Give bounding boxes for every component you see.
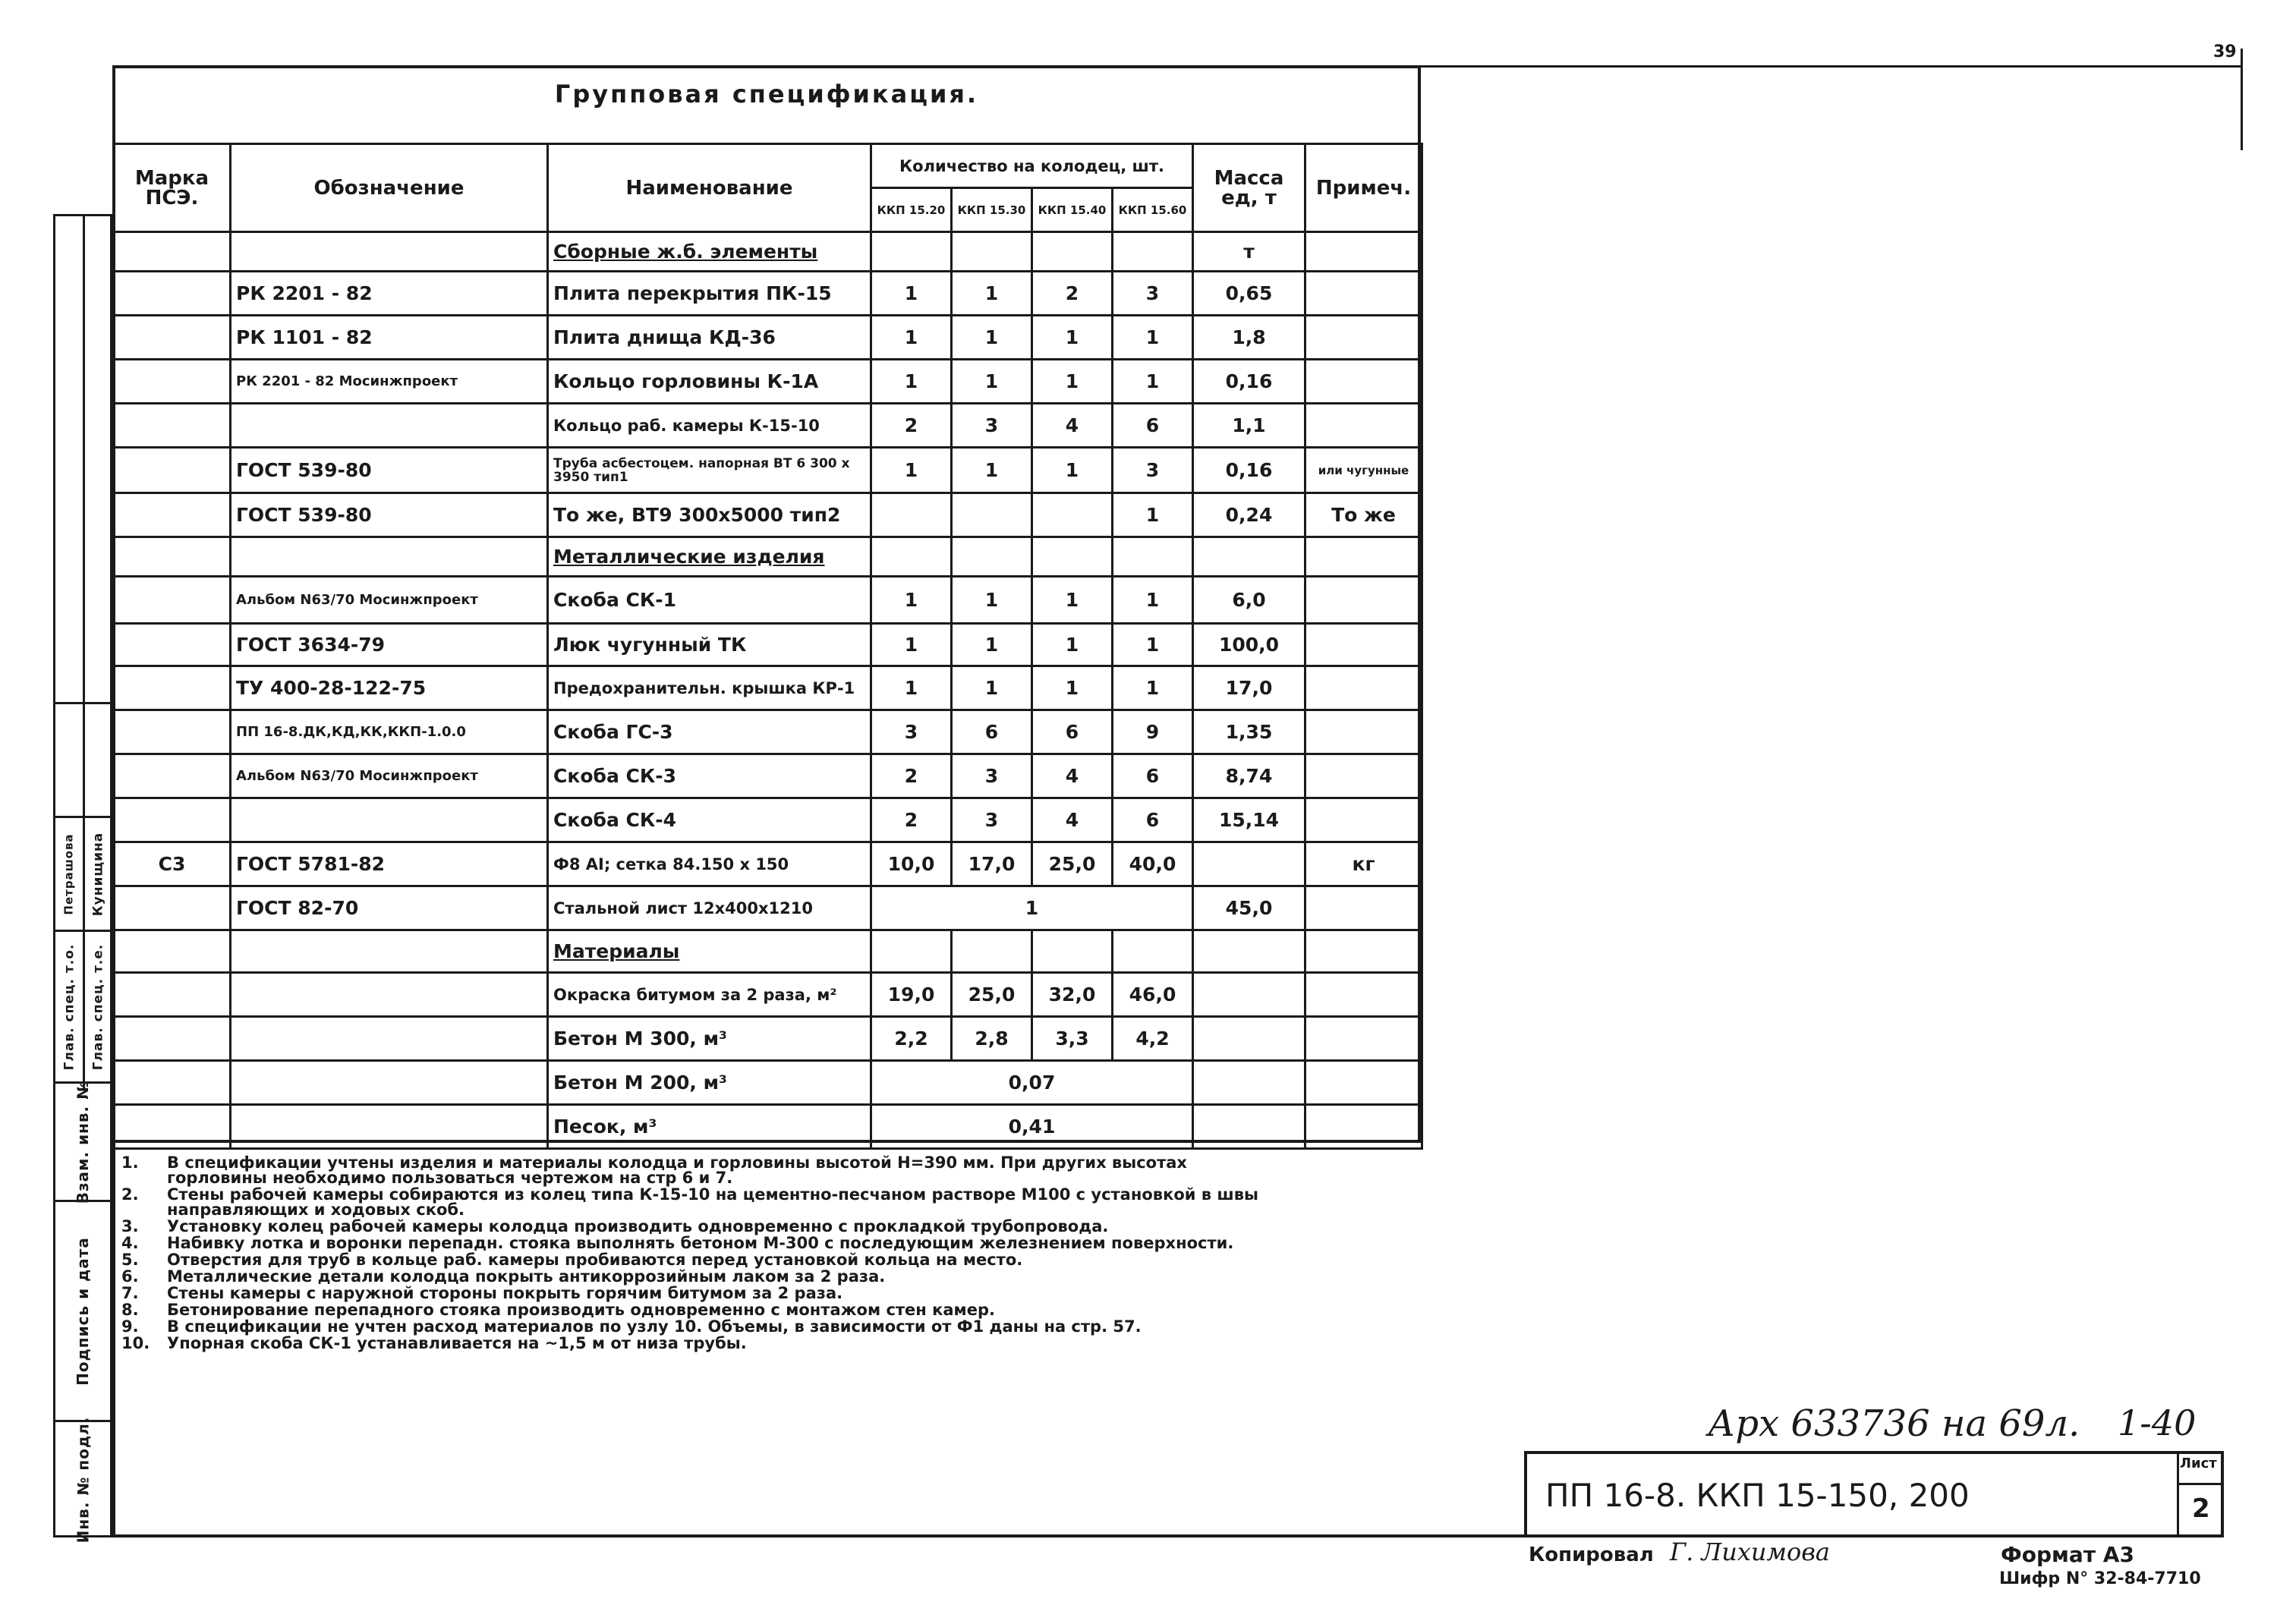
sheet-label: Лист [2180,1456,2217,1471]
page-number: 39 [2213,42,2237,61]
cell-name: Бетон М 200, м³ [548,1061,871,1105]
cell-quantity: 4,2 [1113,1017,1193,1061]
table-row [114,973,1422,1017]
cell-note [1305,232,1422,272]
cell-quantity: 2,2 [871,1017,952,1061]
header-mark: Марка ПСЭ. [114,144,231,232]
cell-quantity: 19,0 [871,973,952,1017]
note-item [121,1235,1260,1251]
strip-label: Инв. № подл. [74,1416,93,1544]
cell-quantity: 46,0 [1113,973,1193,1017]
strip-label: Петрашова [62,833,77,915]
cell-name: Песок, м³ [548,1105,871,1149]
note-item [121,1269,1260,1284]
table-row [114,886,1422,930]
cell-quantity [1032,930,1113,973]
cell-quantity [1113,537,1193,577]
cell-mass: 1,35 [1193,710,1305,754]
cell-mark [114,1061,231,1105]
cell-mass: 6,0 [1193,577,1305,624]
title-block [1524,1451,2224,1537]
copied-by-name: Г. Лихимова [1670,1537,1830,1566]
cell-quantity: 1 [952,316,1032,360]
header-well: ККП 15.40 [1032,188,1113,232]
cell-quantity: 1 [1032,577,1113,624]
note-text: Металлические детали колодца покрыть антикоррозийным лаком за 2 раза. [167,1267,886,1286]
note-text: Установку колец рабочей камеры колодца производить одновременно с прокладкой трубопровода. [167,1217,1109,1235]
table-row [114,448,1422,493]
cell-mass [1193,842,1305,886]
note-number: 7. [121,1284,139,1302]
cell-quantity: 1 [1032,666,1113,710]
header-note: Примеч. [1305,144,1422,232]
table-row [114,1017,1422,1061]
cell-designation: Альбом N63/70 Мосинжпроект [231,577,548,624]
cell-mass [1193,537,1305,577]
cell-note: кг [1305,842,1422,886]
cell-quantity [1032,232,1113,272]
cell-designation [231,404,548,448]
cell-mark [114,404,231,448]
cell-quantity: 2 [871,754,952,798]
cell-quantity [1113,930,1193,973]
table-row [114,930,1422,973]
cell-name: Скоба СК-4 [548,798,871,842]
cell-quantity: 6 [1113,404,1193,448]
cell-mark [114,973,231,1017]
cell-quantity: 1 [952,666,1032,710]
cell-name: Предохранительн. крышка КР-1 [548,666,871,710]
cell-quantity [871,930,952,973]
cell-quantity: 0,41 [871,1105,1193,1149]
note-number: 6. [121,1267,139,1286]
cell-mass: 100,0 [1193,624,1305,666]
cell-name: Скоба ГС-3 [548,710,871,754]
header-well: ККП 15.60 [1113,188,1193,232]
cell-quantity [871,493,952,537]
cell-quantity: 3 [952,798,1032,842]
cell-name: Труба асбестоцем. напорная ВТ 6 300 х 3950 тип1 [548,448,871,493]
cell-mark [114,798,231,842]
cell-quantity: 1 [952,624,1032,666]
cell-note [1305,710,1422,754]
cell-quantity [1032,493,1113,537]
cell-mass: 8,74 [1193,754,1305,798]
cell-note [1305,798,1422,842]
note-number: 10. [121,1334,150,1352]
cell-mass [1193,973,1305,1017]
cell-designation: ПП 16-8.ДК,КД,КК,ККП-1.0.0 [231,710,548,754]
table-row [114,798,1422,842]
cell-quantity: 2 [871,798,952,842]
cell-designation: РК 1101 - 82 [231,316,548,360]
cell-mark [114,886,231,930]
cell-quantity: 1 [952,448,1032,493]
cell-name: Бетон М 300, м³ [548,1017,871,1061]
notes-list [121,1155,1260,1352]
cell-quantity: 1 [871,624,952,666]
cell-quantity: 1 [1032,360,1113,404]
cell-quantity: 1 [1113,360,1193,404]
cell-quantity: 4 [1032,798,1113,842]
cell-mark [114,272,231,316]
table-row [114,537,1422,577]
cell-quantity: 32,0 [1032,973,1113,1017]
table-row [114,666,1422,710]
top-border-line [1421,65,2242,68]
cell-mark [114,448,231,493]
cell-quantity [1032,537,1113,577]
cell-designation: РК 2201 - 82 Мосинжпроект [231,360,548,404]
cell-mark [114,930,231,973]
cell-quantity: 1 [952,577,1032,624]
table-row [114,272,1422,316]
cell-mass: 0,16 [1193,360,1305,404]
strip-label: Глав. спец. т.о. [61,943,77,1071]
cell-quantity: 2 [871,404,952,448]
table-row [114,404,1422,448]
cell-designation [231,798,548,842]
note-text: Набивку лотка и воронки перепадн. стояка выполнять бетоном М-300 с последующим железнением поверхности. [167,1234,1234,1252]
strip-label: Кунищина [90,832,106,917]
sheet-reference: 1-40 [2118,1402,2197,1443]
cell-quantity: 1 [1032,316,1113,360]
note-number: 2. [121,1185,139,1204]
archive-note: Арх 633736 на 69л. [1708,1402,2080,1445]
copied-by-label: Копировал [1529,1544,1654,1566]
cell-note [1305,624,1422,666]
cell-mark [114,232,231,272]
note-item [121,1252,1260,1267]
cell-quantity [952,493,1032,537]
cell-designation [231,930,548,973]
right-border-mark [2241,49,2243,150]
cell-quantity: 3 [1113,272,1193,316]
side-strip [53,214,112,1544]
strip-label: Подпись и дата [74,1237,93,1386]
cell-note [1305,930,1422,973]
table-row [114,754,1422,798]
cell-quantity: 2,8 [952,1017,1032,1061]
cell-quantity [871,537,952,577]
cell-designation: ГОСТ 82-70 [231,886,548,930]
cell-quantity: 1 [871,316,952,360]
strip-label: Глав. спец. т.е. [90,943,106,1071]
cell-designation [231,537,548,577]
cell-mass: 0,16 [1193,448,1305,493]
cell-quantity: 6 [1032,710,1113,754]
cell-quantity: 0,07 [871,1061,1193,1105]
cell-note: или чугунные [1305,448,1422,493]
cell-note [1305,1017,1422,1061]
cell-note [1305,754,1422,798]
cell-mark [114,493,231,537]
note-text: Стены рабочей камеры собираются из колец типа К-15-10 на цементно-песчаном растворе М100 с установкой в швы направляющих и ходовых скоб. [167,1185,1258,1219]
note-number: 8. [121,1301,139,1319]
cell-name: Кольцо горловины К-1А [548,360,871,404]
cell-mark [114,754,231,798]
cell-quantity: 1 [871,666,952,710]
cell-quantity: 1 [952,272,1032,316]
cell-designation: ГОСТ 5781-82 [231,842,548,886]
cell-mark [114,316,231,360]
cell-note [1305,272,1422,316]
page-title: Групповая спецификация. [554,80,979,109]
note-number: 9. [121,1317,139,1336]
cell-quantity: 1 [871,272,952,316]
cell-mass: 15,14 [1193,798,1305,842]
note-item [121,1219,1260,1234]
cell-name: Плита днища КД-36 [548,316,871,360]
cell-designation: ГОСТ 3634-79 [231,624,548,666]
cell-designation: ТУ 400-28-122-75 [231,666,548,710]
cell-mark [114,666,231,710]
cell-quantity: 25,0 [1032,842,1113,886]
cell-mark [114,624,231,666]
note-text: Упорная скоба СК-1 устанавливается на ~1,5 м от низа трубы. [167,1334,747,1352]
header-well: ККП 15.30 [952,188,1032,232]
table-row [114,577,1422,624]
note-item [121,1187,1260,1217]
note-number: 4. [121,1234,139,1252]
cell-quantity: 6 [1113,798,1193,842]
note-item [121,1155,1260,1185]
cell-quantity: 1 [871,360,952,404]
cell-mass: 0,65 [1193,272,1305,316]
note-item [121,1286,1260,1301]
cell-quantity: 1 [1032,624,1113,666]
note-item [121,1319,1260,1334]
cipher: Шифр N° 32-84-7710 [1999,1569,2201,1588]
cell-quantity [952,232,1032,272]
cell-mass [1193,1105,1305,1149]
cell-note [1305,537,1422,577]
cell-note [1305,886,1422,930]
cell-quantity: 1 [952,360,1032,404]
cell-designation: ГОСТ 539-80 [231,493,548,537]
header-quantity: Количество на колодец, шт. [871,144,1193,188]
cell-mass: 45,0 [1193,886,1305,930]
cell-quantity: 1 [1113,666,1193,710]
sheet-format: Формат А3 [2001,1542,2134,1567]
cell-mark [114,710,231,754]
cell-quantity: 25,0 [952,973,1032,1017]
cell-note [1305,666,1422,710]
cell-mass: 17,0 [1193,666,1305,710]
table-row [114,710,1422,754]
cell-mark [114,537,231,577]
note-number: 3. [121,1217,139,1235]
note-text: В спецификации учтены изделия и материалы колодца и горловины высотой Н=390 мм. При других высотах горловины необходимо пользоваться чертежом на стр 6 и 7. [167,1153,1187,1187]
cell-quantity: 3 [952,404,1032,448]
cell-quantity: 4 [1032,754,1113,798]
cell-note [1305,316,1422,360]
cell-name: Металлические изделия [548,537,871,577]
cell-quantity: 17,0 [952,842,1032,886]
cell-quantity: 3 [1113,448,1193,493]
cell-designation [231,973,548,1017]
cell-name: Плита перекрытия ПК-15 [548,272,871,316]
cell-quantity: 6 [1113,754,1193,798]
sheet-number: 2 [2192,1493,2210,1524]
cell-mark [114,1105,231,1149]
cell-quantity: 1 [871,577,952,624]
cell-designation [231,232,548,272]
cell-mark: С3 [114,842,231,886]
table-row [114,493,1422,537]
cell-designation [231,1017,548,1061]
cell-note: То же [1305,493,1422,537]
drawing-code: ПП 16-8. ККП 15-150, 200 [1545,1477,1970,1514]
cell-quantity [952,930,1032,973]
cell-quantity: 40,0 [1113,842,1193,886]
cell-name: Люк чугунный ТК [548,624,871,666]
cell-note [1305,360,1422,404]
cell-note [1305,1061,1422,1105]
table-row [114,316,1422,360]
note-text: В спецификации не учтен расход материалов по узлу 10. Объемы, в зависимости от Ф1 даны на стр. 57. [167,1317,1142,1336]
cell-mass [1193,1061,1305,1105]
cell-quantity: 9 [1113,710,1193,754]
cell-quantity: 4 [1032,404,1113,448]
cell-mass [1193,930,1305,973]
cell-name: Стальной лист 12х400х1210 [548,886,871,930]
cell-quantity: 2 [1032,272,1113,316]
cell-designation [231,1105,548,1149]
note-item [121,1302,1260,1317]
cell-quantity: 3 [952,754,1032,798]
cell-name: Окраска битумом за 2 раза, м² [548,973,871,1017]
cell-quantity [871,232,952,272]
cell-note [1305,1105,1422,1149]
cell-designation: ГОСТ 539-80 [231,448,548,493]
table-row [114,360,1422,404]
cell-mass [1193,1017,1305,1061]
note-text: Бетонирование перепадного стояка производить одновременно с монтажом стен камер. [167,1301,995,1319]
cell-mark [114,577,231,624]
note-item [121,1336,1260,1351]
cell-quantity: 1 [871,886,1193,930]
cell-quantity: 6 [952,710,1032,754]
cell-name: Сборные ж.б. элементы [548,232,871,272]
cell-designation: РК 2201 - 82 [231,272,548,316]
header-name: Наименование [548,144,871,232]
note-text: Отверстия для труб в кольце раб. камеры пробиваются перед установкой кольца на место. [167,1251,1023,1269]
header-well: ККП 15.20 [871,188,952,232]
cell-name: Ф8 АI; сетка 84.150 х 150 [548,842,871,886]
table-row [114,842,1422,886]
table-row [114,1105,1422,1149]
cell-mass: 1,1 [1193,404,1305,448]
cell-quantity [1113,232,1193,272]
header-designation: Обозначение [231,144,548,232]
cell-mark [114,1017,231,1061]
cell-note [1305,404,1422,448]
cell-name: Скоба СК-1 [548,577,871,624]
table-row [114,232,1422,272]
cell-mass: 1,8 [1193,316,1305,360]
cell-mass: т [1193,232,1305,272]
table-row [114,1061,1422,1105]
table-row [114,624,1422,666]
cell-quantity: 10,0 [871,842,952,886]
cell-quantity [952,537,1032,577]
specification-table [112,143,1423,1150]
cell-designation [231,1061,548,1105]
cell-quantity: 1 [1032,448,1113,493]
cell-mass: 0,24 [1193,493,1305,537]
cell-note [1305,973,1422,1017]
cell-name: Скоба СК-3 [548,754,871,798]
cell-name: Материалы [548,930,871,973]
cell-name: Кольцо раб. камеры К-15-10 [548,404,871,448]
cell-quantity: 3 [871,710,952,754]
cell-quantity: 1 [1113,316,1193,360]
strip-label: Взам. инв. № [74,1080,93,1204]
cell-designation: Альбом N63/70 Мосинжпроект [231,754,548,798]
note-number: 1. [121,1153,139,1172]
note-text: Стены камеры с наружной стороны покрыть горячим битумом за 2 раза. [167,1284,843,1302]
cell-quantity: 1 [1113,577,1193,624]
cell-quantity: 3,3 [1032,1017,1113,1061]
cell-name: То же, ВТ9 300х5000 тип2 [548,493,871,537]
cell-quantity: 1 [1113,493,1193,537]
cell-note [1305,577,1422,624]
note-number: 5. [121,1251,139,1269]
header-mass: Масса ед, т [1193,144,1305,232]
cell-quantity: 1 [1113,624,1193,666]
cell-quantity: 1 [871,448,952,493]
cell-mark [114,360,231,404]
